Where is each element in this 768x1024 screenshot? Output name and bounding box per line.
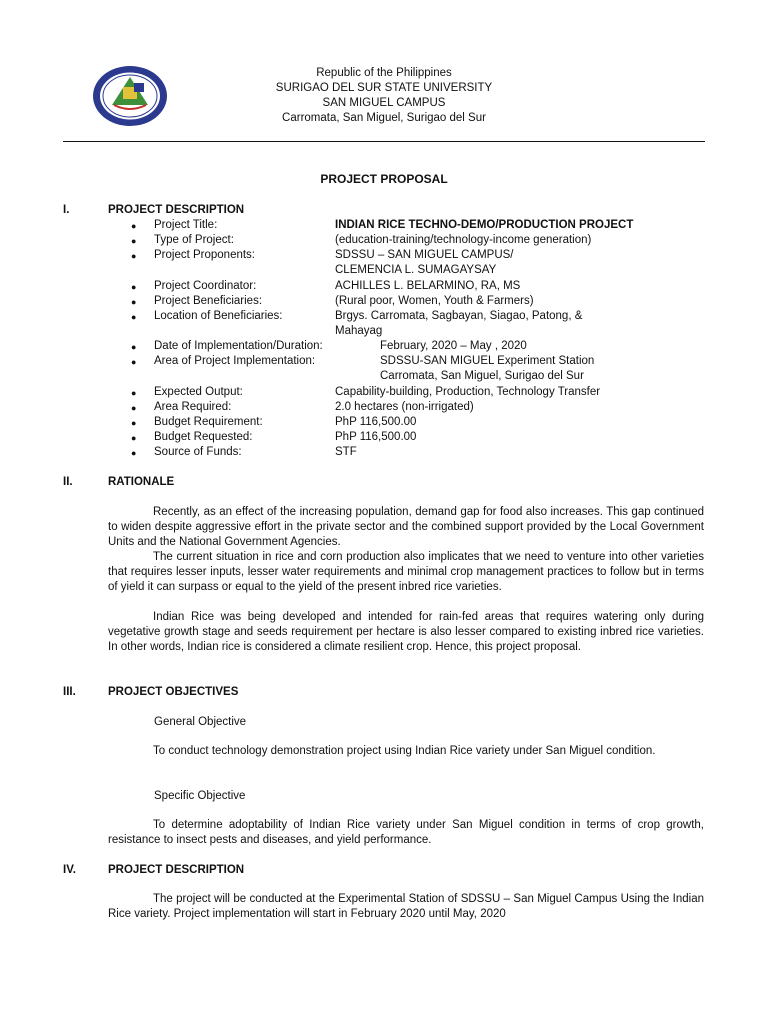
header-campus: SAN MIGUEL CAMPUS xyxy=(322,97,446,109)
header-address: Carromata, San Miguel, Surigao del Sur xyxy=(282,112,486,124)
bullet-icon: ● xyxy=(131,403,137,413)
rationale-paragraph-3 xyxy=(108,610,704,655)
item-label: Source of Funds: xyxy=(154,446,242,458)
item-label: Type of Project: xyxy=(154,234,234,246)
section-3-title: PROJECT OBJECTIVES xyxy=(108,686,239,698)
item-label: Expected Output: xyxy=(154,386,243,398)
item-value: INDIAN RICE TECHNO-DEMO/PRODUCTION PROJECT xyxy=(335,219,634,231)
bullet-icon: ● xyxy=(131,251,137,261)
bullet-icon: ● xyxy=(131,388,137,398)
section-1-number: I. xyxy=(63,204,70,216)
bullet-icon: ● xyxy=(131,221,137,231)
bullet-icon: ● xyxy=(131,418,137,428)
item-label: Project Proponents: xyxy=(154,249,256,261)
section-2-number: II. xyxy=(63,476,73,488)
item-value-continued: Mahayag xyxy=(335,325,383,337)
specific-objective-text xyxy=(108,818,704,848)
item-label: Date of Implementation/Duration: xyxy=(154,340,323,352)
general-objective-text xyxy=(108,744,704,759)
item-value: SDSSU-SAN MIGUEL Experiment Station xyxy=(380,355,595,367)
section-3-number: III. xyxy=(63,686,76,698)
item-value: PhP 116,500.00 xyxy=(335,431,417,443)
header-republic: Republic of the Philippines xyxy=(316,67,452,79)
item-value: SDSSU – SAN MIGUEL CAMPUS/ xyxy=(335,249,514,261)
item-value: (education-training/technology-income generation) xyxy=(335,234,592,246)
bullet-icon: ● xyxy=(131,282,137,292)
bullet-icon: ● xyxy=(131,357,137,367)
item-value-continued: Carromata, San Miguel, Surigao del Sur xyxy=(380,370,584,382)
section-4-title: PROJECT DESCRIPTION xyxy=(108,864,245,876)
header-university: SURIGAO DEL SUR STATE UNIVERSITY xyxy=(275,82,493,94)
paragraph-text: Recently, as an effect of the increasing population, demand gap for food also increases. This gap continued to widen despite aggressive effort in the private sector and the combined support provided by the Local Government Units and the National Government Agencies. xyxy=(108,506,704,548)
item-label: Project Coordinator: xyxy=(154,280,257,292)
item-value: Brgys. Carromata, Sagbayan, Siagao, Patong, & xyxy=(335,310,583,322)
item-label: Project Title: xyxy=(154,219,218,231)
header-divider xyxy=(63,141,705,142)
bullet-icon: ● xyxy=(131,236,137,246)
paragraph-text: To determine adoptability of Indian Rice variety under San Miguel condition in terms of crop growth, resistance to insect pests and diseases, and yield performance. xyxy=(108,819,704,846)
section-4-number: IV. xyxy=(63,864,77,876)
bullet-icon: ● xyxy=(131,297,137,307)
item-value: ACHILLES L. BELARMINO, RA, MS xyxy=(335,280,521,292)
item-label: Area of Project Implementation: xyxy=(154,355,316,367)
item-label: Area Required: xyxy=(154,401,232,413)
paragraph-text: To conduct technology demonstration project using Indian Rice variety under San Miguel condition. xyxy=(153,745,656,757)
section-1-title: PROJECT DESCRIPTION xyxy=(108,204,245,216)
bullet-icon: ● xyxy=(131,342,137,352)
item-value: (Rural poor, Women, Youth & Farmers) xyxy=(335,295,534,307)
document-title: PROJECT PROPOSAL xyxy=(320,172,448,186)
letterhead xyxy=(0,66,768,126)
item-label: Budget Requirement: xyxy=(154,416,263,428)
paragraph-text: The project will be conducted at the Experimental Station of SDSSU – San Miguel Campus Using the Indian Rice variety. Project implementation will start in February 2020 until May, 2020 xyxy=(108,893,704,920)
project-description-text xyxy=(108,892,704,922)
item-value: February, 2020 – May , 2020 xyxy=(380,340,527,352)
item-label: Project Beneficiaries: xyxy=(154,295,263,307)
item-value: 2.0 hectares (non-irrigated) xyxy=(335,401,474,413)
rationale-paragraph-1 xyxy=(108,505,704,550)
general-objective-heading: General Objective xyxy=(154,716,247,728)
bullet-icon: ● xyxy=(131,433,137,443)
item-label: Budget Requested: xyxy=(154,431,253,443)
paragraph-text: The current situation in rice and corn production also implicates that we need to venture into other varieties that requires lesser inputs, lesser water requirements and minimal crop management practices to follow but in terms of yield it can surpass or equal to the yield of the present inbred rice varieties. xyxy=(108,551,704,593)
bullet-icon: ● xyxy=(131,312,137,322)
item-value: PhP 116,500.00 xyxy=(335,416,417,428)
bullet-icon: ● xyxy=(131,448,137,458)
item-value: Capability-building, Production, Technology Transfer xyxy=(335,386,601,398)
paragraph-text: Indian Rice was being developed and intended for rain-fed areas that requires watering only during vegetative growth stage and seeds requirement per hectare is also lesser compared to existing inbred rice varieties. In other words, Indian rice is considered a climate resilient crop. Hence, this project proposal. xyxy=(108,611,704,653)
rationale-paragraph-2 xyxy=(108,550,704,595)
item-value-continued: CLEMENCIA L. SUMAGAYSAY xyxy=(335,264,497,276)
item-label: Location of Beneficiaries: xyxy=(154,310,283,322)
section-2-title: RATIONALE xyxy=(108,476,175,488)
specific-objective-heading: Specific Objective xyxy=(154,790,246,802)
item-value: STF xyxy=(335,446,357,458)
